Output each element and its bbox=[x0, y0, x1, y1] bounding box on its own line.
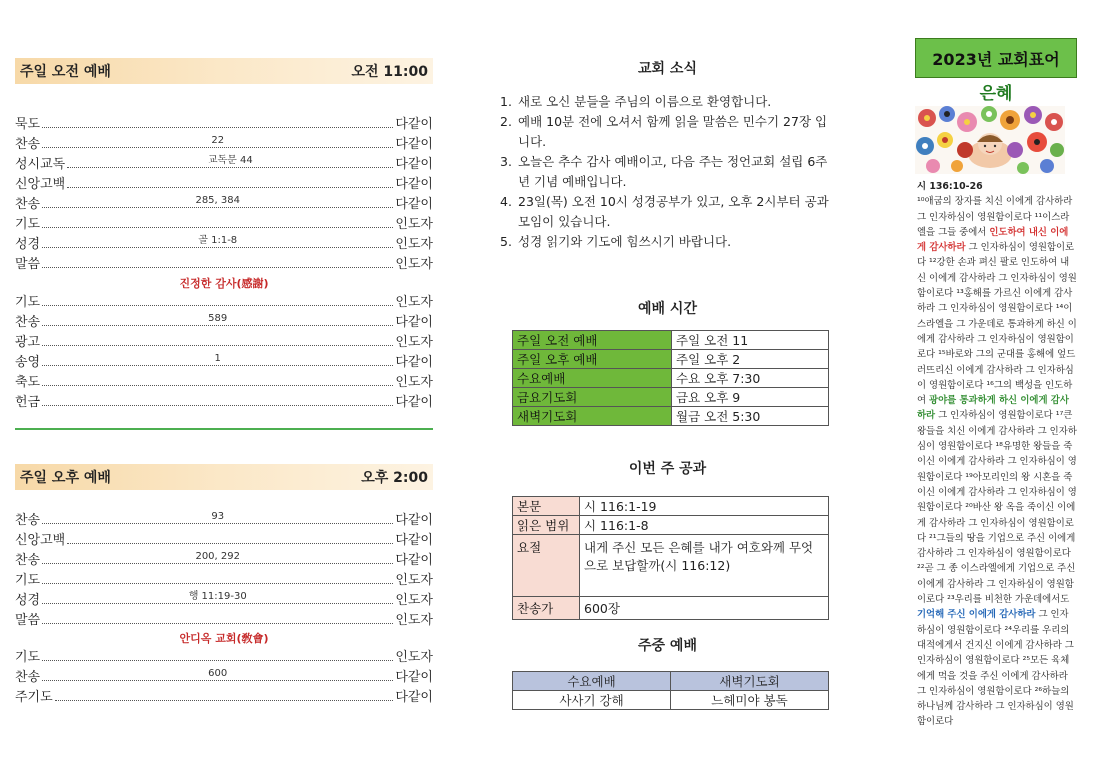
order-item bbox=[15, 330, 433, 350]
order-item-reference: 22 bbox=[211, 135, 225, 146]
leader-dots bbox=[42, 511, 393, 524]
order-item bbox=[15, 310, 433, 330]
order-item-name: 기도 bbox=[15, 650, 41, 665]
leader-dots bbox=[42, 235, 393, 248]
motto-column bbox=[915, 38, 1077, 730]
order-item bbox=[15, 548, 433, 568]
order-item-leader: 인도자 bbox=[395, 375, 433, 390]
order-item bbox=[15, 665, 433, 685]
news-item bbox=[500, 92, 830, 112]
order-item-leader: 다같이 bbox=[395, 117, 433, 132]
order-item-leader: 다같이 bbox=[395, 690, 433, 705]
news-item-number: 4. bbox=[500, 194, 512, 209]
order-item-leader: 인도자 bbox=[395, 650, 433, 665]
order-item-reference: 골 1:1-8 bbox=[198, 235, 238, 246]
section-divider bbox=[15, 428, 433, 430]
afternoon-service-time: 오후 2:00 bbox=[361, 470, 428, 486]
order-item-name: 찬송 bbox=[15, 513, 41, 528]
order-item bbox=[15, 152, 433, 172]
midweek-value-wed: 사사기 강해 bbox=[513, 691, 671, 710]
news-item-text: 새로 오신 분들을 주님의 이름으로 환영합니다. bbox=[518, 94, 772, 109]
news-item-number: 1. bbox=[500, 94, 512, 109]
order-item-leader: 다같이 bbox=[395, 513, 433, 528]
order-item-reference: 285, 384 bbox=[195, 195, 240, 206]
scripture-reference: 시 136:10-26 bbox=[917, 181, 983, 192]
order-item-reference: 600 bbox=[208, 668, 228, 679]
schedule-value: 주일 오전 11 bbox=[672, 331, 829, 350]
scripture-text bbox=[917, 196, 1077, 727]
order-item-name: 신앙고백 bbox=[15, 177, 66, 192]
order-item bbox=[15, 172, 433, 192]
schedule-value: 금요 오후 9 bbox=[672, 388, 829, 407]
leader-dots bbox=[67, 155, 393, 168]
order-item-leader: 다같이 bbox=[395, 197, 433, 212]
order-item-name: 신앙고백 bbox=[15, 533, 66, 548]
leader-dots bbox=[42, 404, 393, 406]
order-item bbox=[15, 290, 433, 310]
leader-dots bbox=[42, 659, 393, 661]
order-item-reference: 200, 292 bbox=[195, 551, 240, 562]
midweek-header-dawn: 새벽기도회 bbox=[671, 672, 829, 691]
order-item-reference: 교독문 44 bbox=[207, 155, 253, 166]
schedule-row bbox=[513, 369, 829, 388]
schedule-value: 수요 오후 7:30 bbox=[672, 369, 829, 388]
order-item-leader: 다같이 bbox=[395, 395, 433, 410]
order-item-name: 헌금 bbox=[15, 395, 41, 410]
order-item-leader: 다같이 bbox=[395, 137, 433, 152]
leader-dots bbox=[67, 542, 393, 544]
news-item bbox=[500, 112, 830, 152]
verse-text: 그 인자하심이 영원함이로다 ¹⁷큰 왕들을 치신 이에게 감사하라 그 인자하심이 영원함이로다 ¹⁸유명한 왕들을 죽이신 이에게 감사하라 그 인자하심이 영원함이로다 ¹⁹아모리인의 왕 시혼을 죽이신 이에게 감사하라 그 인자하심이 영원함이로다 ²⁰바산 왕 옥을 죽이신 이에게 감사하라 그 인자하심이 영원함이로다 ²¹그들의 땅을 기업으로 주신 이에게 감사하라 그 인자하심이 영원함이로다 ²²곧 그 종 이스라엘에게 기업으로 주신 이에게 감사하라 그 인자하심이 영원함이로다 ²³우리를 비천한 가운데에서도 bbox=[917, 410, 1077, 606]
order-item-leader: 인도자 bbox=[395, 237, 433, 252]
news-item-number: 5. bbox=[500, 234, 512, 249]
order-item-name: 기도 bbox=[15, 573, 41, 588]
order-item-leader: 인도자 bbox=[395, 217, 433, 232]
order-item bbox=[15, 370, 433, 390]
order-item-name: 찬송 bbox=[15, 670, 41, 685]
order-item-reference: 행 11:19-30 bbox=[188, 591, 247, 602]
schedule-value: 주일 오후 2 bbox=[672, 350, 829, 369]
schedule-row bbox=[513, 350, 829, 369]
schedule-label: 주일 오전 예배 bbox=[513, 331, 672, 350]
schedule-row bbox=[513, 388, 829, 407]
schedule-title: 예배 시간 bbox=[638, 301, 697, 317]
order-item bbox=[15, 645, 433, 665]
schedule-table bbox=[512, 330, 829, 426]
midweek-header-wed: 수요예배 bbox=[513, 672, 671, 691]
leader-dots bbox=[42, 344, 393, 346]
schedule-label: 새벽기도회 bbox=[513, 407, 672, 426]
leader-dots bbox=[42, 135, 393, 148]
news-title: 교회 소식 bbox=[638, 61, 697, 77]
news-item bbox=[500, 152, 830, 192]
flower-illustration bbox=[915, 106, 1065, 174]
motto-word: 은혜 bbox=[979, 84, 1013, 104]
order-item bbox=[15, 508, 433, 528]
lesson-title: 이번 주 공과 bbox=[628, 461, 707, 477]
midweek-table bbox=[512, 671, 829, 710]
lesson-value: 시 116:1-19 bbox=[580, 497, 829, 516]
news-item-number: 3. bbox=[500, 154, 512, 169]
order-item bbox=[15, 232, 433, 252]
leader-dots bbox=[42, 591, 393, 604]
news-list bbox=[500, 92, 830, 252]
news-item-text: 오늘은 추수 감사 예배이고, 다음 주는 정언교회 설립 6주년 기념 예배입니다. bbox=[518, 154, 828, 189]
order-item bbox=[15, 252, 433, 272]
leader-dots bbox=[42, 551, 393, 564]
order-item bbox=[15, 192, 433, 212]
order-item-name: 말씀 bbox=[15, 613, 41, 628]
schedule-label: 수요예배 bbox=[513, 369, 672, 388]
news-item-text: 성경 읽기와 기도에 힘쓰시기 바랍니다. bbox=[518, 234, 732, 249]
order-item-name: 기도 bbox=[15, 217, 41, 232]
leader-dots bbox=[42, 313, 393, 326]
scripture-passage bbox=[915, 179, 1077, 730]
order-item-leader: 다같이 bbox=[395, 355, 433, 370]
order-item-name: 기도 bbox=[15, 295, 41, 310]
lesson-row bbox=[513, 535, 829, 597]
highlighted-verse: 광야를 통과하게 하신 이에게 감사하라 bbox=[917, 395, 1069, 422]
morning-service-title: 주일 오전 예배 bbox=[20, 64, 111, 80]
order-item-reference: 589 bbox=[208, 313, 228, 324]
schedule-value: 월금 오전 5:30 bbox=[672, 407, 829, 426]
order-item-name: 축도 bbox=[15, 375, 41, 390]
order-item-leader: 인도자 bbox=[395, 613, 433, 628]
order-item-name: 성경 bbox=[15, 593, 41, 608]
lesson-value: 600장 bbox=[580, 597, 829, 620]
leader-dots bbox=[42, 384, 393, 386]
order-item bbox=[15, 588, 433, 608]
order-item-name: 찬송 bbox=[15, 137, 41, 152]
leader-dots bbox=[42, 195, 393, 208]
lesson-label: 읽은 범위 bbox=[513, 516, 580, 535]
order-item bbox=[15, 132, 433, 152]
order-item-leader: 다같이 bbox=[395, 533, 433, 548]
lesson-value: 시 116:1-8 bbox=[580, 516, 829, 535]
leader-dots bbox=[67, 186, 393, 188]
order-item bbox=[15, 350, 433, 370]
highlighted-verse: 기억해 주신 이에게 감사하라 bbox=[917, 609, 1036, 621]
order-item-leader: 다같이 bbox=[395, 157, 433, 172]
leader-dots bbox=[42, 622, 393, 624]
order-item-leader: 인도자 bbox=[395, 335, 433, 350]
order-item-name: 송영 bbox=[15, 355, 41, 370]
order-item-name: 성시교독 bbox=[15, 157, 66, 172]
leader-dots bbox=[42, 668, 393, 681]
order-item-name: 묵도 bbox=[15, 117, 41, 132]
news-item bbox=[500, 192, 830, 232]
order-item bbox=[15, 390, 433, 410]
motto-banner: 2023년 교회표어 bbox=[915, 38, 1077, 78]
order-item-name: 말씀 bbox=[15, 257, 41, 272]
order-item-name: 찬송 bbox=[15, 553, 41, 568]
schedule-label: 주일 오후 예배 bbox=[513, 350, 672, 369]
midweek-value-dawn: 느헤미야 봉독 bbox=[671, 691, 829, 710]
midweek-title: 주중 예배 bbox=[638, 638, 697, 654]
order-item-reference: 1 bbox=[214, 353, 221, 364]
order-item-name: 광고 bbox=[15, 335, 41, 350]
lesson-row bbox=[513, 516, 829, 535]
verse-text: 그 인자하심이 영원함이로다 ²⁴우리를 우리의 대적에게서 건지신 이에게 감사하라 그 인자하심이 영원함이로다 ²⁵모든 육체에게 먹을 것을 주신 이에게 감사하라 그 인자하심이 영원함이로다 ²⁶하늘의 하나님께 감사하라 그 인자하심이 영원함이로다 bbox=[917, 609, 1074, 728]
verse-text: 그 인자하심이 영원함이로다 ¹²강한 손과 펴신 팔로 인도하여 내신 이에게 감사하라 그 인자하심이 영원함이로다 ¹³홍해를 가르신 이에게 감사하라 그 인자하심이 영원함이로다 ¹⁴이스라엘을 그 가운데로 통과하게 하신 이에게 감사하라 그 인자하심이 영원함이로다 ¹⁵바로와 그의 군대를 홍해에 엎드러뜨리신 이에게 감사하라 그 인자하심이 영원함이로다 ¹⁶그의 백성을 인도하여 bbox=[917, 242, 1077, 407]
leader-dots bbox=[42, 353, 393, 366]
schedule-row bbox=[513, 331, 829, 350]
order-item-leader: 다같이 bbox=[395, 177, 433, 192]
news-item-text: 예배 10분 전에 오셔서 함께 읽을 말씀은 민수기 27장 입니다. bbox=[518, 114, 828, 149]
lesson-value: 내게 주신 모든 은혜를 내가 여호와께 무엇으로 보답할까(시 116:12) bbox=[580, 535, 829, 597]
order-item bbox=[15, 528, 433, 548]
leader-dots bbox=[42, 266, 393, 268]
lesson-row bbox=[513, 597, 829, 620]
afternoon-service-header bbox=[15, 464, 433, 490]
verse-text: ¹⁰애굽의 장자를 치신 이에게 감사하라 그 인자하심이 영원함이로다 ¹¹이스라엘을 그들 중에서 bbox=[917, 196, 1073, 238]
lesson-label: 찬송가 bbox=[513, 597, 580, 620]
order-item-leader: 인도자 bbox=[395, 593, 433, 608]
order-item-leader: 인도자 bbox=[395, 573, 433, 588]
news-item bbox=[500, 232, 830, 252]
lesson-table bbox=[512, 496, 829, 620]
schedule-row bbox=[513, 407, 829, 426]
morning-service-header bbox=[15, 58, 433, 84]
order-item bbox=[15, 568, 433, 588]
order-item-name: 성경 bbox=[15, 237, 41, 252]
news-item-text: 23일(목) 오전 10시 성경공부가 있고, 오후 2시부터 공과 모임이 있습니다. bbox=[518, 194, 829, 229]
afternoon-sermon-title: 안디옥 교회(敎會) bbox=[179, 632, 269, 645]
order-item-name: 찬송 bbox=[15, 315, 41, 330]
order-item bbox=[15, 608, 433, 628]
lesson-label: 요절 bbox=[513, 535, 580, 597]
order-item-leader: 인도자 bbox=[395, 257, 433, 272]
schedule-label: 금요기도회 bbox=[513, 388, 672, 407]
order-item bbox=[15, 685, 433, 705]
order-item-leader: 인도자 bbox=[395, 295, 433, 310]
morning-sermon-title: 진정한 감사(感謝) bbox=[179, 277, 269, 290]
order-item-leader: 다같이 bbox=[395, 670, 433, 685]
order-item bbox=[15, 112, 433, 132]
lesson-row bbox=[513, 497, 829, 516]
afternoon-service-title: 주일 오후 예배 bbox=[20, 470, 111, 486]
order-item bbox=[15, 212, 433, 232]
highlighted-verse: 인도하여 내신 이에게 감사하라 bbox=[917, 226, 1069, 254]
order-item-name: 주기도 bbox=[15, 690, 53, 705]
leader-dots bbox=[42, 126, 393, 128]
leader-dots bbox=[42, 304, 393, 306]
order-item-leader: 다같이 bbox=[395, 315, 433, 330]
lesson-label: 본문 bbox=[513, 497, 580, 516]
leader-dots bbox=[42, 226, 393, 228]
leader-dots bbox=[55, 699, 394, 701]
order-item-leader: 다같이 bbox=[395, 553, 433, 568]
leader-dots bbox=[42, 582, 393, 584]
news-item-number: 2. bbox=[500, 114, 512, 129]
order-item-name: 찬송 bbox=[15, 197, 41, 212]
order-item-reference: 93 bbox=[211, 511, 225, 522]
morning-service-time: 오전 11:00 bbox=[351, 64, 428, 80]
